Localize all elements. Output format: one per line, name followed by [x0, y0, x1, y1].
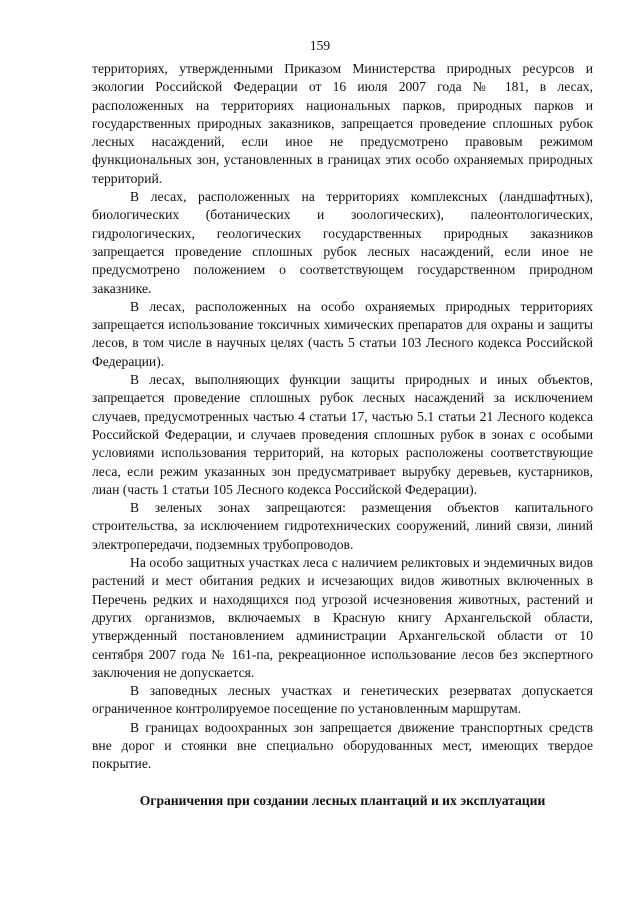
paragraph-protective-plots: На особо защитных участках леса с наличием реликтовых и эндемичных видов растений и мест обитания редких и исчезающих видов животных включенных в Перечень редких и находящихся под угрозой исчезновения животных, растений и других организмов, включаемых в Красную книгу Архангельской области, утвержденный постановлением администрации Архангельской области от 10 сентября 2007 года № 161-па, рекреационное использование лесов без экспертного заключения не допускается.: [92, 555, 593, 680]
page-number: 159: [309, 38, 331, 53]
paragraph-water-protection: В границах водоохранных зон запрещается движение транспортных средств вне дорог и стоянки вне специально оборудованных мест, имеющих твердое покрытие.: [92, 719, 593, 772]
section-heading: Ограничения при создании лесных плантаций и их эксплуатации: [139, 793, 546, 808]
paragraph-protective-forests: В лесах, выполняющих функции защиты природных и иных объектов, запрещается проведение сплошных рубок лесных насаждений за исключением случаев, предусмотренных частью 4 статьи 17, частью 5.1 статьи 21 Лесного кодекса Российской Федерации, и случаев проведения сплошных рубок в зонах с особыми условиями использования территорий, на которых расположены соответствующие леса, если режим указанных зон предусматривает вырубку деревьев, кустарников, лиан (часть 1 статьи 105 Лесного кодекса Российской Федерации).: [92, 372, 593, 497]
paragraph-toxic-chemicals: В лесах, расположенных на особо охраняемых природных территориях запрещается использование токсичных химических препаратов для охраны и защиты лесов, в том числе в научных целях (часть 5 статьи 103 Лесного кодекса Российской Федерации).: [92, 298, 593, 369]
paragraph-green-zones: В зеленых зонах запрещаются: размещения объектов капитального строительства, за исключением гидротехнических сооружений, линий связи, линий электропередачи, подземных трубопроводов.: [92, 500, 593, 552]
document-body: [92, 60, 593, 774]
paragraph-continuation: территориях, утвержденными Приказом Министерства природных ресурсов и экологии Российской Федерации от 16 июля 2007 года № 181, в лесах, расположенных на территориях национальных парков, природных парков и государственных природных заказников, запрещается проведение сплошных рубок лесных насаждений, если иное не предусмотрено правовым режимом функциональных зон, установленных в границах этих особо охраняемых природных территорий.: [92, 61, 593, 186]
paragraph-genetic-reserves: В заповедных лесных участках и генетических резерватах допускается ограниченное контролируемое посещение по установленным маршрутам.: [92, 683, 593, 717]
paragraph-landscape-reserves: В лесах, расположенных на территориях комплексных (ландшафтных), биологических (ботанических и зоологических), палеонтологических, гидрологических, геологических государственных природных заказников запрещается проведение сплошных рубок лесных насаждений, если иное не предусмотрено положением о соответствующем государственном природном заказнике.: [92, 189, 593, 296]
